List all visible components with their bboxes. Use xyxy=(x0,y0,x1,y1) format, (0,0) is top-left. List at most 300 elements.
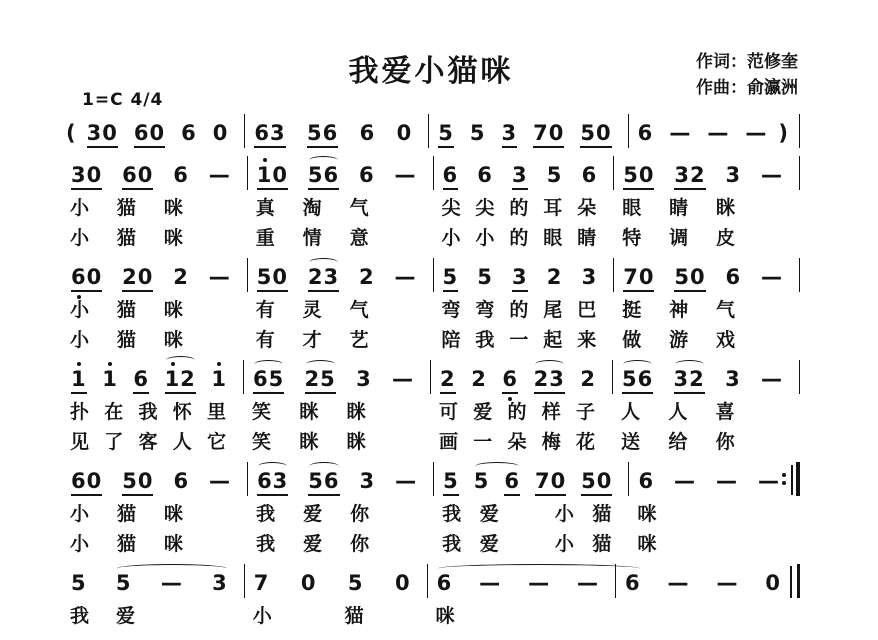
lyrics-row xyxy=(248,222,434,250)
note: 20 xyxy=(122,267,153,292)
lyric-syllable: 小 xyxy=(70,196,90,219)
duration-dash: — xyxy=(745,121,768,145)
note: 60 xyxy=(134,123,165,148)
lyric-syllable: 你 xyxy=(350,532,370,555)
note: 2 xyxy=(358,265,375,289)
lyric-syllable: 尾 xyxy=(543,298,563,321)
lyric-syllable: 笑 xyxy=(252,400,272,423)
lyric-syllable: 气 xyxy=(349,298,369,321)
lyric-syllable: 我 xyxy=(256,502,276,525)
lyric-syllable: 小 xyxy=(70,502,90,525)
octave-dot-low xyxy=(508,397,512,401)
lyric-syllable: 淘 xyxy=(302,196,322,219)
lyric-syllable: 小 xyxy=(252,604,272,627)
octave-dot-high xyxy=(77,362,81,366)
note: 60 xyxy=(71,267,102,292)
note: 5 xyxy=(71,571,87,595)
duration-dash: — xyxy=(758,469,781,493)
lyric-syllable: 咪 xyxy=(163,226,183,249)
lyrics-row xyxy=(428,600,616,628)
notes-row xyxy=(434,156,615,190)
note: 6 xyxy=(358,163,375,187)
lyric-syllable: 爱 xyxy=(479,532,499,555)
notes-row xyxy=(245,114,429,148)
rest-note: 0 xyxy=(765,571,781,595)
note: 63 xyxy=(257,471,288,496)
lyrics-row xyxy=(629,528,800,556)
lyric-spacer xyxy=(211,531,230,553)
measure xyxy=(245,564,428,628)
note: 50 xyxy=(257,267,288,292)
duration-dash: — xyxy=(479,571,502,595)
measure xyxy=(62,114,245,148)
lyric-syllable: 猫 xyxy=(116,196,136,219)
duration-dash: — xyxy=(395,469,418,493)
notes-row xyxy=(62,156,248,190)
lyrics-row xyxy=(245,600,428,628)
measure xyxy=(434,258,615,352)
note: 3 xyxy=(359,469,376,493)
lyric-syllable: 的 xyxy=(509,196,529,219)
lyric-spacer xyxy=(624,603,643,625)
duration-dash: — xyxy=(760,163,783,187)
lyric-syllable: 子 xyxy=(575,400,595,423)
note: 3 xyxy=(581,265,598,289)
octave-dot-high xyxy=(171,362,175,366)
duration-dash: — xyxy=(528,571,551,595)
lyric-syllable: 小 xyxy=(70,328,90,351)
measure-row xyxy=(62,156,800,250)
duration-dash: — xyxy=(667,571,690,595)
duration-dash: — xyxy=(716,469,739,493)
lyric-spacer xyxy=(763,501,782,523)
lyric-syllable: 客 xyxy=(138,430,158,453)
octave-dot-high xyxy=(263,158,267,162)
note: 2 xyxy=(440,369,456,394)
duration-dash: — xyxy=(716,571,739,595)
measure xyxy=(431,360,613,454)
notes-row xyxy=(244,360,431,394)
duration-dash: — xyxy=(674,469,697,493)
lyric-syllable: 见 xyxy=(70,430,90,453)
lyric-syllable: 眼 xyxy=(622,196,642,219)
music-line xyxy=(62,462,800,556)
rest-note: 0 xyxy=(396,121,413,145)
measure xyxy=(429,114,628,148)
lyrics-row xyxy=(62,600,245,628)
measure xyxy=(248,258,434,352)
music-line xyxy=(62,114,800,148)
score xyxy=(62,114,800,628)
notes-row xyxy=(434,258,615,292)
lyric-syllable: 小 xyxy=(441,226,461,249)
note: 30 xyxy=(71,165,102,190)
lyrics-row xyxy=(248,498,434,526)
lyric-spacer xyxy=(211,195,230,217)
note: 6 xyxy=(502,369,518,394)
note: 3 xyxy=(725,163,742,187)
lyric-syllable: 气 xyxy=(716,298,736,321)
lyric-syllable: 扑 xyxy=(70,400,90,423)
music-line xyxy=(62,360,800,454)
lyric-spacer xyxy=(396,195,415,217)
lyric-syllable: 梅 xyxy=(541,430,561,453)
measure-row xyxy=(62,258,800,352)
lyrics-row xyxy=(434,294,615,322)
measure xyxy=(614,156,800,250)
notes-row xyxy=(629,114,800,148)
lyric-syllable: 尖 xyxy=(475,196,495,219)
note: 1 xyxy=(211,369,227,394)
lyric-syllable: 有 xyxy=(255,328,275,351)
lyric-syllable: 我 xyxy=(138,400,158,423)
composer-credit: 作曲：俞瀛洲 xyxy=(696,77,798,98)
lyric-spacer xyxy=(517,501,536,523)
duration-dash: — xyxy=(394,163,417,187)
lyric-syllable: 戏 xyxy=(716,328,736,351)
lyric-syllable: 爱 xyxy=(303,532,323,555)
measure xyxy=(614,258,800,352)
measure-row xyxy=(62,564,800,628)
measure xyxy=(629,114,800,148)
lyric-syllable: 神 xyxy=(669,298,689,321)
lyric-syllable: 送 xyxy=(621,430,641,453)
lyric-syllable: 调 xyxy=(669,226,689,249)
lyric-syllable: 人 xyxy=(668,400,688,423)
lyric-syllable: 陪 xyxy=(441,328,461,351)
lyric-spacer xyxy=(211,501,230,523)
lyric-spacer xyxy=(396,327,415,349)
lyric-syllable: 我 xyxy=(70,604,90,627)
lyrics-row xyxy=(431,426,613,454)
lyrics-row xyxy=(614,324,800,352)
credits xyxy=(696,50,798,101)
note: 6 xyxy=(359,121,376,145)
notes-row xyxy=(248,156,434,190)
measure xyxy=(248,462,434,556)
note: 5 xyxy=(469,121,486,145)
note: 5 xyxy=(477,265,493,289)
measure xyxy=(248,156,434,250)
notes-row xyxy=(248,462,434,496)
lyrics-row xyxy=(62,192,248,220)
lyric-spacer xyxy=(394,399,413,421)
lyric-syllable: 人 xyxy=(172,430,192,453)
note: 6 xyxy=(637,121,654,145)
lyric-syllable: 我 xyxy=(256,532,276,555)
repeat-barline xyxy=(781,465,793,495)
measure xyxy=(629,462,800,556)
lyrics-row xyxy=(62,498,248,526)
lyric-spacer xyxy=(763,225,782,247)
lyric-spacer xyxy=(211,297,230,319)
lyric-spacer xyxy=(396,225,415,247)
lyric-syllable: 爱 xyxy=(479,502,499,525)
lyrics-row xyxy=(616,600,800,628)
lyric-syllable: 弯 xyxy=(475,298,495,321)
notes-row xyxy=(629,462,800,496)
note: 1 xyxy=(102,369,118,394)
rest-note: 0 xyxy=(212,121,229,145)
lyric-spacer xyxy=(721,501,740,523)
lyric-spacer xyxy=(763,195,782,217)
note: 6 xyxy=(725,265,742,289)
lyric-syllable: 有 xyxy=(255,298,275,321)
measure xyxy=(62,258,248,352)
note: 5 xyxy=(473,469,490,493)
notes-row xyxy=(248,258,434,292)
duration-dash: — xyxy=(761,367,783,391)
lyrics-row xyxy=(614,222,800,250)
note: 6 xyxy=(181,121,197,145)
lyric-syllable: 爱 xyxy=(303,502,323,525)
lyrics-row xyxy=(614,294,800,322)
lyric-spacer xyxy=(763,399,782,421)
lyric-syllable: 咪 xyxy=(163,298,183,321)
measure xyxy=(62,564,245,628)
lyric-syllable: 重 xyxy=(255,226,275,249)
notes-row xyxy=(434,462,629,496)
note: 63 xyxy=(254,123,285,148)
lyric-syllable: 耳 xyxy=(543,196,563,219)
lyric-syllable: 挺 xyxy=(622,298,642,321)
lyrics-row xyxy=(62,324,248,352)
lyric-spacer xyxy=(763,429,782,451)
lyric-spacer xyxy=(763,531,782,553)
lyric-syllable: 可 xyxy=(439,400,459,423)
rest-note: 0 xyxy=(300,571,317,595)
lyric-syllable: 了 xyxy=(104,430,124,453)
lyric-syllable: 我 xyxy=(442,502,462,525)
lyric-syllable: 朵 xyxy=(577,196,597,219)
lyric-spacer xyxy=(394,429,413,451)
lyric-syllable: 样 xyxy=(541,400,561,423)
note: 3 xyxy=(512,165,528,190)
lyric-syllable: 的 xyxy=(509,298,529,321)
note: 23 xyxy=(534,369,565,394)
lyric-syllable: 小 xyxy=(70,532,90,555)
lyric-syllable: 弯 xyxy=(441,298,461,321)
note: 5 xyxy=(438,123,454,148)
lyric-syllable: 小 xyxy=(475,226,495,249)
note: 32 xyxy=(674,369,705,394)
intro-paren: ( xyxy=(66,121,76,145)
score-header xyxy=(62,10,800,114)
notes-row xyxy=(62,114,245,148)
lyric-syllable: 小 xyxy=(70,298,90,321)
music-line xyxy=(62,564,800,628)
lyric-syllable: 给 xyxy=(668,430,688,453)
notes-row xyxy=(613,360,800,394)
lyric-syllable: 睛 xyxy=(669,196,689,219)
lyric-syllable: 眯 xyxy=(299,430,319,453)
notes-row xyxy=(614,258,800,292)
lyric-syllable: 一 xyxy=(473,430,493,453)
music-line xyxy=(62,156,800,250)
lyrics-row xyxy=(434,324,615,352)
lyric-syllable: 画 xyxy=(439,430,459,453)
lyric-syllable: 一 xyxy=(509,328,529,351)
lyric-spacer xyxy=(763,297,782,319)
lyric-syllable: 猫 xyxy=(116,328,136,351)
note: 60 xyxy=(71,471,102,496)
lyric-syllable: 意 xyxy=(349,226,369,249)
lyric-syllable: 咪 xyxy=(163,328,183,351)
lyric-syllable: 小 xyxy=(70,226,90,249)
lyric-syllable: 皮 xyxy=(716,226,736,249)
note: 56 xyxy=(308,471,339,496)
note: 3 xyxy=(512,267,528,292)
lyric-syllable: 眯 xyxy=(346,400,366,423)
lyric-syllable: 小 xyxy=(554,502,574,525)
lyric-syllable: 来 xyxy=(577,328,597,351)
note: 6 xyxy=(504,471,520,496)
lyric-syllable: 艺 xyxy=(349,328,369,351)
lyric-syllable: 朵 xyxy=(507,430,527,453)
lyric-syllable: 真 xyxy=(255,196,275,219)
note: 60 xyxy=(122,165,153,190)
repeat-dot xyxy=(782,473,786,477)
lyric-syllable: 眯 xyxy=(299,400,319,423)
lyrics-row xyxy=(434,498,629,526)
lyric-spacer xyxy=(162,603,181,625)
note: 10 xyxy=(257,165,288,190)
lyric-syllable: 特 xyxy=(622,226,642,249)
notes-row xyxy=(616,564,800,598)
note: 6 xyxy=(436,571,453,595)
lyrics-row xyxy=(629,498,800,526)
lyric-spacer xyxy=(211,225,230,247)
measure xyxy=(434,462,629,556)
lyrics-row xyxy=(613,426,800,454)
lyric-syllable: 爱 xyxy=(473,400,493,423)
lyric-syllable: 的 xyxy=(509,226,529,249)
note: 3 xyxy=(502,123,518,148)
note: 6 xyxy=(581,163,598,187)
notes-row xyxy=(62,360,244,394)
lyric-syllable: 我 xyxy=(475,328,495,351)
notes-row xyxy=(62,258,248,292)
note: 6 xyxy=(477,163,493,187)
lyrics-row xyxy=(62,396,244,424)
lyric-syllable: 我 xyxy=(442,532,462,555)
duration-dash: — xyxy=(209,469,232,493)
notes-row xyxy=(62,462,248,496)
lyrics-row xyxy=(244,396,431,424)
lyric-syllable: 猫 xyxy=(592,502,612,525)
lyrics-row xyxy=(434,192,615,220)
lyric-spacer xyxy=(579,603,598,625)
duration-dash: — xyxy=(391,367,414,391)
duration-dash: — xyxy=(576,571,599,595)
lyric-syllable: 才 xyxy=(302,328,322,351)
final-barline xyxy=(790,566,792,598)
note: 50 xyxy=(580,123,611,148)
measure xyxy=(62,462,248,556)
note: 6 xyxy=(133,369,149,394)
note: 56 xyxy=(307,123,338,148)
lyric-spacer xyxy=(717,603,736,625)
note: 6 xyxy=(173,469,190,493)
note: 50 xyxy=(581,471,612,496)
notes-row xyxy=(431,360,613,394)
lyric-syllable: 你 xyxy=(350,502,370,525)
note: 23 xyxy=(308,267,339,292)
lyric-syllable: 你 xyxy=(715,430,735,453)
duration-dash: — xyxy=(760,265,783,289)
lyric-syllable: 猫 xyxy=(117,532,137,555)
measure xyxy=(62,360,244,454)
lyric-spacer xyxy=(670,603,689,625)
lyric-syllable: 咪 xyxy=(163,196,183,219)
lyric-spacer xyxy=(391,603,410,625)
lyrics-row xyxy=(613,396,800,424)
note: 50 xyxy=(122,471,153,496)
note: 70 xyxy=(623,267,654,292)
lyric-spacer xyxy=(679,501,698,523)
lyrics-row xyxy=(614,192,800,220)
lyric-spacer xyxy=(483,603,502,625)
measure xyxy=(245,114,429,148)
measure xyxy=(244,360,431,454)
note: 6 xyxy=(443,165,459,190)
lyric-syllable: 咪 xyxy=(164,532,184,555)
lyrics-row xyxy=(62,294,248,322)
lyrics-row xyxy=(248,192,434,220)
note: 2 xyxy=(580,367,596,391)
lyric-syllable: 眯 xyxy=(346,430,366,453)
lyric-spacer xyxy=(211,327,230,349)
lyric-spacer xyxy=(517,531,536,553)
note: 56 xyxy=(308,165,339,190)
lyric-syllable: 眼 xyxy=(543,226,563,249)
duration-dash: — xyxy=(208,163,231,187)
lyric-syllable: 怀 xyxy=(172,400,192,423)
duration-dash: — xyxy=(669,121,692,145)
notes-row xyxy=(429,114,628,148)
measure xyxy=(428,564,616,628)
note: 50 xyxy=(623,165,654,190)
lyric-syllable: 猫 xyxy=(117,502,137,525)
lyric-spacer xyxy=(721,531,740,553)
lyric-syllable: 眯 xyxy=(716,196,736,219)
rest-note: 0 xyxy=(394,571,411,595)
note: 25 xyxy=(305,369,336,394)
lyrics-row xyxy=(62,222,248,250)
note: 5 xyxy=(347,571,364,595)
lyric-syllable: 尖 xyxy=(441,196,461,219)
note: 3 xyxy=(356,367,372,391)
note: 5 xyxy=(115,571,132,595)
lyric-syllable: 人 xyxy=(621,400,641,423)
octave-dot-high xyxy=(108,362,112,366)
duration-dash: — xyxy=(707,121,730,145)
repeat-thin-line xyxy=(791,465,793,495)
lyric-syllable: 猫 xyxy=(116,298,136,321)
notes-row xyxy=(428,564,616,598)
duration-dash: — xyxy=(394,265,417,289)
lyrics-row xyxy=(248,294,434,322)
lyric-syllable: 猫 xyxy=(344,604,364,627)
lyric-syllable: 小 xyxy=(554,532,574,555)
repeat-dot xyxy=(782,481,786,485)
lyric-syllable: 起 xyxy=(543,328,563,351)
measure xyxy=(434,156,615,250)
lyric-spacer xyxy=(679,531,698,553)
lyric-syllable: 做 xyxy=(622,328,642,351)
lyric-syllable: 它 xyxy=(206,430,226,453)
lyric-syllable: 咪 xyxy=(637,532,657,555)
